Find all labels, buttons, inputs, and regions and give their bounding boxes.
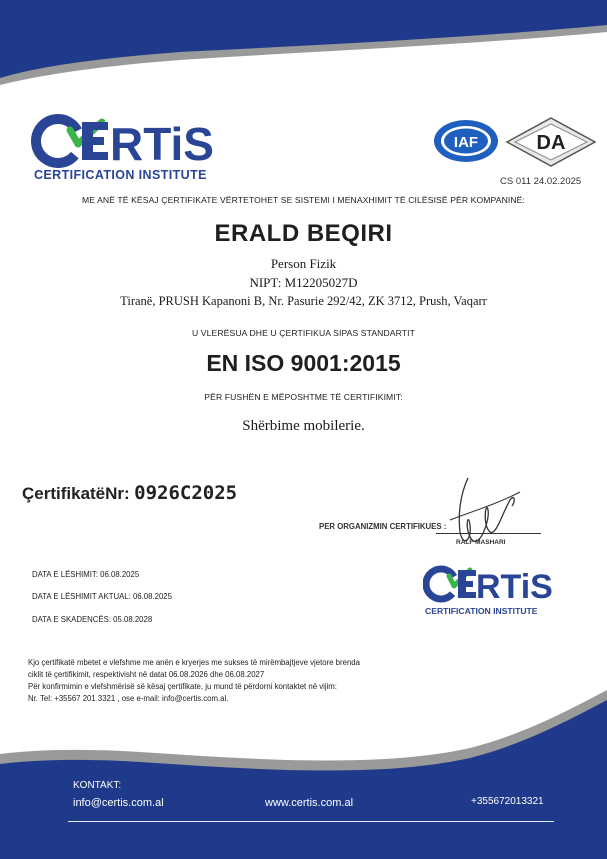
signature-line bbox=[436, 533, 541, 534]
top-wave bbox=[0, 0, 607, 95]
contact-label: KONTAKT: bbox=[73, 780, 122, 791]
current-issue-date: DATA E LËSHIMIT AKTUAL: 06.08.2025 bbox=[32, 592, 172, 601]
certis-logo bbox=[30, 112, 230, 184]
contact-phone: +355672013321 bbox=[471, 796, 544, 807]
company-nipt: NIPT: M12205027D bbox=[249, 275, 358, 290]
signature-org-label: PER ORGANIZMIN CERTIFIKUES : bbox=[319, 522, 447, 531]
validity-note-line-1: Kjo çertifikatë mbetet e vlefshme me anën e kryerjes me sukses të mirëmbajtjeve vjetore brenda bbox=[28, 658, 360, 667]
svg-text:RTiS: RTiS bbox=[476, 568, 553, 606]
bottom-wave bbox=[0, 690, 607, 859]
validity-note-line-2: ciklit të çertifikimit, respektivisht në datat 06.08.2026 dhe 06.08.2027 bbox=[28, 670, 265, 679]
da-badge-icon bbox=[505, 116, 597, 168]
certificate-number-label: ÇertifikatëNr: bbox=[22, 484, 130, 503]
contact-website-link[interactable]: www.certis.com.al bbox=[265, 797, 354, 809]
certis-logo-mark bbox=[30, 112, 230, 170]
svg-text:RTiS: RTiS bbox=[110, 118, 214, 170]
company-type: Person Fizik bbox=[270, 256, 337, 271]
contact-divider bbox=[68, 821, 554, 822]
validity-note-line-4: Nr. Tel: +35567 201 3321 , ose e-mail: info@certis.com.al. bbox=[28, 694, 229, 703]
issue-date: DATA E LËSHIMIT: 06.08.2025 bbox=[32, 570, 140, 579]
certis-logo-secondary-subtitle: CERTIFICATION INSTITUTE bbox=[425, 606, 538, 616]
da-badge-text: DA bbox=[536, 132, 566, 154]
signature-icon bbox=[430, 470, 530, 560]
standard-title: EN ISO 9001:2015 bbox=[206, 350, 401, 376]
intro-text: ME ANË TË KËSAJ ÇERTIFIKATE VËRTETOHET SE SISTEMI I MENAXHIMIT TË CILËSISË PËR KOMPANINË: bbox=[82, 195, 525, 205]
iaf-badge-text: IAF bbox=[453, 134, 479, 151]
expiry-date: DATA E SKADENCËS: 05.08.2028 bbox=[32, 615, 153, 624]
company-address: Tiranë, PRUSH Kapanoni B, Nr. Pasurie 292/42, ZK 3712, Prush, Vaqarr bbox=[120, 294, 487, 308]
certificate-number-row bbox=[22, 482, 237, 504]
scope-intro: PËR FUSHËN E MËPOSHTME TË CERTIFIKIMIT: bbox=[204, 392, 403, 402]
company-name: ERALD BEQIRI bbox=[214, 220, 393, 247]
certificate-reference: CS 011 24.02.2025 bbox=[500, 176, 582, 187]
validity-note-line-3: Për konfirmimin e vlefshmërisë së kësaj çertifikate, ju mund të përdorni kontaktet në vijim: bbox=[28, 682, 337, 691]
certis-logo-subtitle: CERTIFICATION INSTITUTE bbox=[34, 168, 207, 182]
contact-email-link[interactable]: info@certis.com.al bbox=[73, 797, 164, 809]
certis-logo-secondary-mark bbox=[423, 562, 553, 606]
certificate-number: 0926C2025 bbox=[134, 482, 238, 504]
scope-text: Shërbime mobilerie. bbox=[242, 418, 365, 434]
certis-logo-secondary bbox=[423, 562, 553, 622]
iaf-badge-icon bbox=[432, 118, 500, 164]
standard-intro: U VLERËSUA DHE U ÇERTIFIKUA SIPAS STANDARTIT bbox=[192, 328, 415, 338]
signer-name: RALF MASHARI bbox=[456, 539, 506, 546]
